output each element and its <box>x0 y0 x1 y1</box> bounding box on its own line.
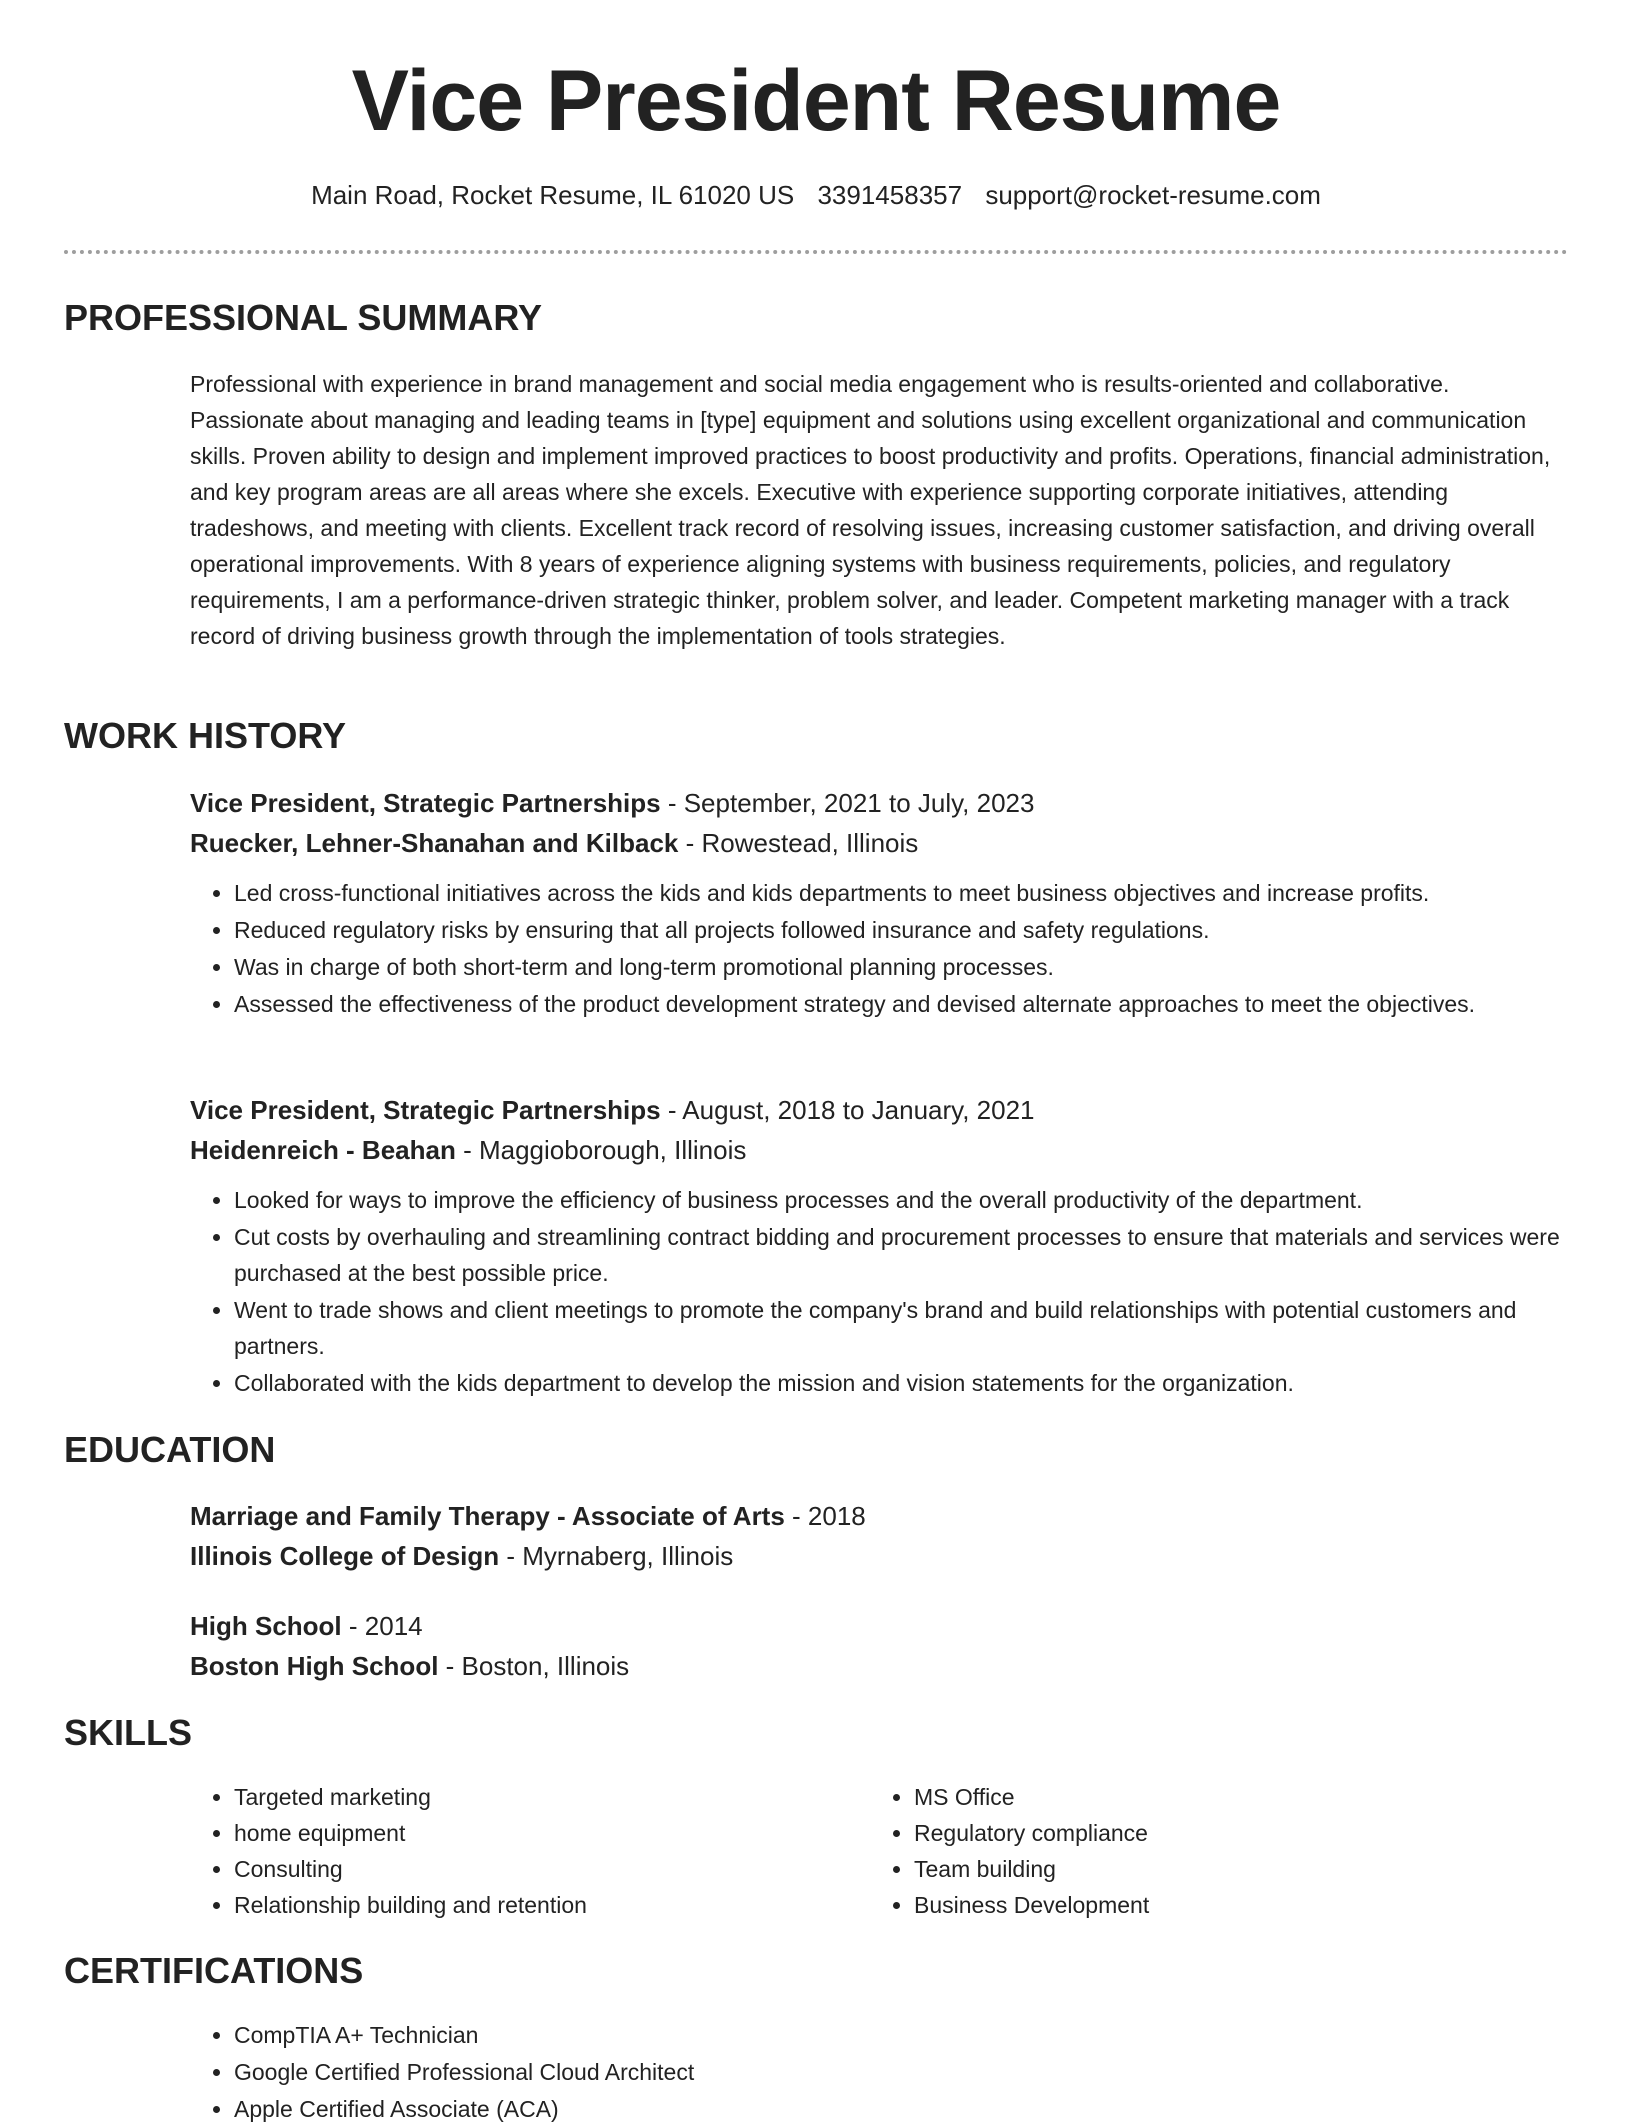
company-location: - Rowestead, Illinois <box>678 828 919 858</box>
education-entry <box>190 1606 1562 1686</box>
job-bullets <box>190 1182 1562 1401</box>
list-item: • Collaborated with the kids department to develop the mission and vision statements for the organization. <box>234 1365 1562 1401</box>
skills-list <box>190 1779 1562 1923</box>
job-dates: - September, 2021 to July, 2023 <box>660 788 1035 818</box>
email-text: support@rocket-resume.com <box>985 180 1321 210</box>
list-item: • Team building <box>914 1851 1550 1887</box>
list-item: • MS Office <box>914 1779 1550 1815</box>
degree: High School <box>190 1611 342 1641</box>
list-item: • Was in charge of both short-term and long-term promotional planning processes. <box>234 949 1562 985</box>
section-title-skills: SKILLS <box>64 1712 193 1753</box>
list-item: • home equipment <box>234 1815 870 1851</box>
list-item: • CompTIA A+ Technician <box>234 2017 1562 2053</box>
job-title-line <box>190 783 1562 823</box>
degree: Marriage and Family Therapy - Associate of Arts <box>190 1501 785 1531</box>
list-item: • Relationship building and retention <box>234 1887 870 1923</box>
degree-line <box>190 1496 1562 1536</box>
resume-title: Vice President Resume <box>351 53 1281 149</box>
list-item: • Reduced regulatory risks by ensuring that all projects followed insurance and safety regulations. <box>234 912 1562 948</box>
section-title-education: EDUCATION <box>64 1429 276 1470</box>
company-location: - Maggioborough, Illinois <box>455 1135 747 1165</box>
list-item: • Led cross-functional initiatives across the kids and kids departments to meet business objectives and increase profits. <box>234 875 1562 911</box>
list-item: • Apple Certified Associate (ACA) <box>234 2091 1562 2127</box>
company-name: Ruecker, Lehner-Shanahan and Kilback <box>190 828 679 858</box>
list-item: • Assessed the effectiveness of the product development strategy and devised alternate approaches to meet the objectives. <box>234 986 1562 1022</box>
degree-year: - 2014 <box>341 1611 423 1641</box>
degree-line <box>190 1606 1562 1646</box>
list-item: • Regulatory compliance <box>914 1815 1550 1851</box>
list-item: • Cut costs by overhauling and streamlining contract bidding and procurement processes to ensure that materials and services were purchased at the best possible price. <box>234 1219 1562 1291</box>
phone-text: 3391458357 <box>817 180 963 210</box>
skills-column-right <box>870 1779 1550 1923</box>
certifications-list <box>190 2017 1562 2128</box>
job-dates: - August, 2018 to January, 2021 <box>660 1095 1035 1125</box>
summary-text: Professional with experience in brand management and social media engagement who is results-oriented and collaborative. Passionate about managing and leading teams in [type] equipment and solutions using excellent organizational and communication skills. Proven ability to design and implement improved practices to boost productivity and profits. Operations, financial administration, and key program areas are all areas where she excels. Executive with experience supporting corporate initiatives, attending tradeshows, and meeting with clients. Excellent track record of resolving issues, increasing customer satisfaction, and driving overall operational improvements. With 8 years of experience aligning systems with business requirements, policies, and regulatory requirements, I am a performance-driven strategic thinker, problem solver, and leader. Competent marketing manager with a track record of driving business growth through the implementation of tools strategies. <box>190 371 1551 649</box>
job-bullets <box>190 875 1562 1022</box>
work-entry <box>190 783 1562 1023</box>
header-divider <box>64 250 1568 254</box>
education-entry <box>190 1496 1562 1576</box>
section-title-certifications: CERTIFICATIONS <box>64 1950 364 1991</box>
school-name: Illinois College of Design <box>190 1541 500 1571</box>
list-item: • Google Certified Professional Cloud Architect <box>234 2054 1562 2090</box>
company-line <box>190 1130 1562 1170</box>
school-location: - Boston, Illinois <box>438 1651 630 1681</box>
work-entry <box>190 1090 1562 1402</box>
job-title: Vice President, Strategic Partnerships <box>190 788 661 818</box>
list-item: • Went to trade shows and client meetings to promote the company's brand and build relationships with potential customers and partners. <box>234 1292 1562 1364</box>
contact-line <box>0 180 1632 211</box>
degree-year: - 2018 <box>784 1501 866 1531</box>
list-item: • Business Development <box>914 1887 1550 1923</box>
job-title: Vice President, Strategic Partnerships <box>190 1095 661 1125</box>
school-location: - Myrnaberg, Illinois <box>499 1541 734 1571</box>
list-item: • Targeted marketing <box>234 1779 870 1815</box>
address-text: Main Road, Rocket Resume, IL 61020 US <box>311 180 795 210</box>
job-title-line <box>190 1090 1562 1130</box>
skills-column-left <box>190 1779 870 1923</box>
school-line <box>190 1536 1562 1576</box>
list-item: • Consulting <box>234 1851 870 1887</box>
school-line <box>190 1646 1562 1686</box>
school-name: Boston High School <box>190 1651 439 1681</box>
company-name: Heidenreich - Beahan <box>190 1135 456 1165</box>
company-line <box>190 823 1562 863</box>
section-title-summary: PROFESSIONAL SUMMARY <box>64 297 543 338</box>
section-title-work: WORK HISTORY <box>64 715 347 756</box>
list-item: • Looked for ways to improve the efficiency of business processes and the overall productivity of the department. <box>234 1182 1562 1218</box>
